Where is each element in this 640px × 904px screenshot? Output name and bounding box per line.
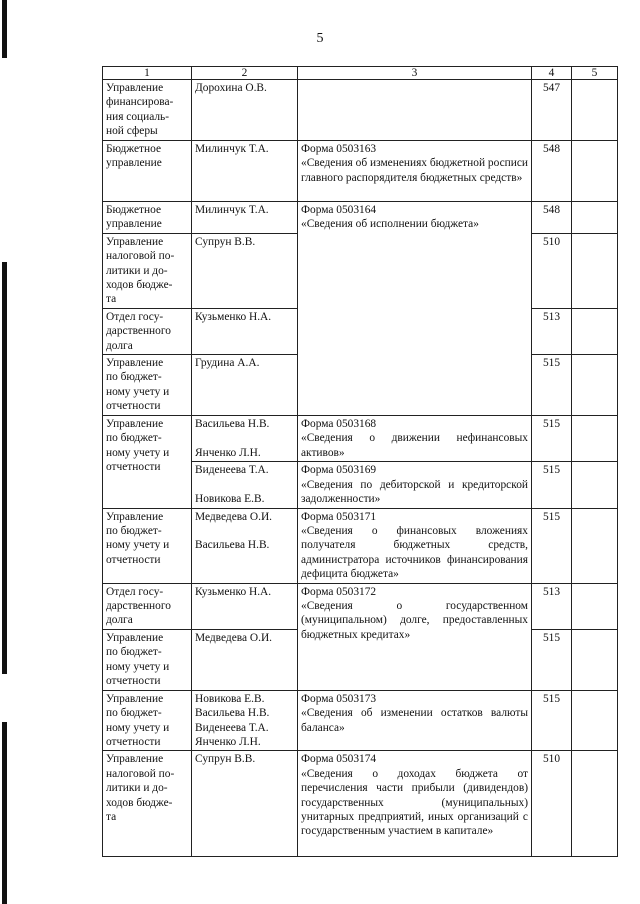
responsible-cell: Милинчук Т.А. (192, 141, 298, 202)
form-cell: Форма 0503163 «Сведения об изменениях бюджетной росписи главного распорядителя бюджетных средств» (298, 141, 532, 202)
department-cell: Управление по бюджет- ному учету и отчетности (103, 629, 192, 690)
number-cell: 515 (532, 462, 572, 508)
table-row (103, 141, 618, 202)
responsible-cell: Виденеева Т.А. Новикова Е.В. (192, 462, 298, 508)
number-cell: 515 (532, 416, 572, 462)
table-row (103, 416, 618, 462)
responsible-cell: Кузьменко Н.А. (192, 308, 298, 354)
page-number: 5 (316, 31, 324, 46)
number-cell: 548 (532, 202, 572, 234)
column-header: 5 (572, 67, 618, 80)
responsible-cell: Грудина А.А. (192, 355, 298, 416)
department-cell: Отдел госу- дарственного долга (103, 308, 192, 354)
responsible-cell: Супрун В.В. (192, 233, 298, 308)
responsible-cell: Медведева О.И. Васильева Н.В. (192, 508, 298, 583)
table-row (103, 690, 618, 751)
empty-cell (572, 462, 618, 508)
department-cell: Бюджетное управление (103, 202, 192, 234)
empty-cell (572, 202, 618, 234)
empty-cell (572, 308, 618, 354)
empty-cell (572, 690, 618, 751)
department-cell: Управление по бюджет- ному учету и отчетности (103, 690, 192, 751)
responsible-cell: Медведева О.И. (192, 629, 298, 690)
header-row (103, 67, 618, 80)
responsible-cell: Милинчук Т.А. (192, 202, 298, 234)
table-row (103, 583, 618, 629)
responsible-cell: Новикова Е.В. Васильева Н.В. Виденеева Т.А. Янченко Л.Н. (192, 690, 298, 751)
responsible-cell: Кузьменко Н.А. (192, 583, 298, 629)
department-cell: Управление по бюджет- ному учету и отчетности (103, 355, 192, 416)
empty-cell (572, 629, 618, 690)
number-cell: 510 (532, 233, 572, 308)
table-row (103, 508, 618, 583)
department-cell: Отдел госу- дарственного долга (103, 583, 192, 629)
form-cell: Форма 0503164 «Сведения об исполнении бюджета» (298, 202, 532, 416)
empty-cell (572, 233, 618, 308)
number-cell: 547 (532, 80, 572, 141)
form-cell: Форма 0503168 «Сведения о движении нефинансовых активов» (298, 416, 532, 462)
scan-edge-mark (2, 262, 7, 674)
empty-cell (572, 355, 618, 416)
responsible-cell: Дорохина О.В. (192, 80, 298, 141)
number-cell: 513 (532, 308, 572, 354)
department-cell: Управление финансирова- ния социаль- ной сферы (103, 80, 192, 141)
number-cell: 548 (532, 141, 572, 202)
department-cell: Управление налоговой по- литики и до- ходов бюдже- та (103, 233, 192, 308)
department-cell: Бюджетное управление (103, 141, 192, 202)
responsible-cell: Васильева Н.В. Янченко Л.Н. (192, 416, 298, 462)
column-header: 3 (298, 67, 532, 80)
table-row (103, 202, 618, 234)
form-cell (298, 80, 532, 141)
number-cell: 515 (532, 629, 572, 690)
form-cell: Форма 0503169 «Сведения по дебиторской и кредиторской задолженности» (298, 462, 532, 508)
department-cell: Управление по бюджет- ному учету и отчетности (103, 508, 192, 583)
column-header: 4 (532, 67, 572, 80)
empty-cell (572, 416, 618, 462)
form-cell: Форма 0503173 «Сведения об изменении остатков валюты баланса» (298, 690, 532, 751)
department-cell: Управление налоговой по- литики и до- ходов бюдже- та (103, 751, 192, 857)
number-cell: 513 (532, 583, 572, 629)
empty-cell (572, 751, 618, 857)
column-header: 1 (103, 67, 192, 80)
form-cell: Форма 0503172 «Сведения о государственном (муниципальном) долге, предоставленных бюджетных кредитах» (298, 583, 532, 690)
table-row (103, 80, 618, 141)
report-table (102, 66, 618, 857)
responsible-cell: Супрун В.В. (192, 751, 298, 857)
scan-edge-mark (2, 0, 7, 58)
scan-edge-mark (2, 722, 7, 904)
empty-cell (572, 508, 618, 583)
form-cell: Форма 0503174 «Сведения о доходах бюджета от перечисления части прибыли (дивидендов) государственных (муниципальных) унитарных предприятий, иных организаций с государственным участием в капитале» (298, 751, 532, 857)
table-row (103, 751, 618, 857)
department-cell: Управление по бюджет- ному учету и отчетности (103, 416, 192, 508)
empty-cell (572, 583, 618, 629)
empty-cell (572, 80, 618, 141)
number-cell: 515 (532, 508, 572, 583)
empty-cell (572, 141, 618, 202)
number-cell: 515 (532, 355, 572, 416)
number-cell: 515 (532, 690, 572, 751)
form-cell: Форма 0503171 «Сведения о финансовых вложениях получателя бюджетных средств, администратора источников финансирования дефицита бюджета» (298, 508, 532, 583)
column-header: 2 (192, 67, 298, 80)
number-cell: 510 (532, 751, 572, 857)
